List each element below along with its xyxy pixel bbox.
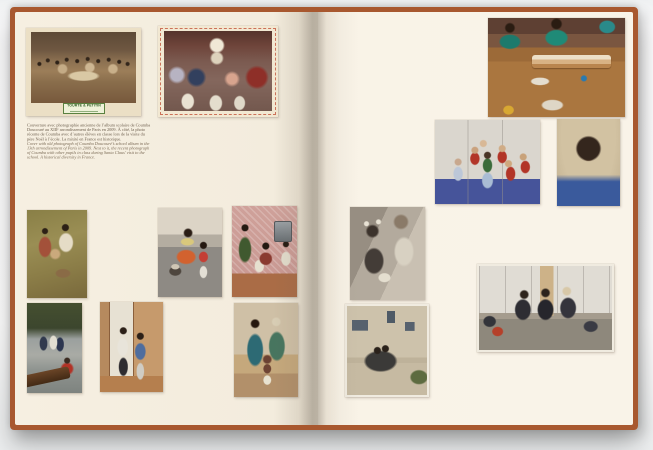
courtyard-group-image <box>347 306 427 395</box>
doorstep-trio-image <box>479 266 612 350</box>
cake-shape <box>532 55 611 69</box>
photo-doorstep-trio <box>477 264 614 352</box>
child-portrait-image <box>557 119 620 206</box>
grass-family-image <box>27 210 87 298</box>
photo-fort-cannon <box>27 303 82 393</box>
photo-santa-classroom <box>158 26 278 117</box>
caption-french: Couverture avec photographie ancienne de l’album scolaire de Coumba Doucouré au XIIIᵉ arrondissement de Paris en 2009. À côté, la photo récente de Coumba avec d’autres élèves en classe lors de la visite du père Noël à l’école. La mixité en France est historique. <box>27 122 151 142</box>
fort-cannon-image <box>27 303 82 393</box>
photo-book <box>10 7 638 430</box>
birthday-table-image <box>488 18 625 117</box>
photo-child-portrait <box>557 119 620 206</box>
photo-living-room-family <box>232 206 297 297</box>
hallway-couple-image <box>100 302 163 392</box>
nursery-group-image <box>435 120 540 204</box>
right-page <box>318 12 633 425</box>
photo-girl-with-kitten <box>350 207 425 300</box>
photo-nursery-group <box>435 120 540 204</box>
television-shape <box>274 221 293 241</box>
photo-african-print-dresses <box>234 303 298 397</box>
studio-label-text: TOURTE & PETITIN <box>66 104 101 108</box>
studio-label <box>63 103 105 114</box>
cannon-shape <box>27 366 71 387</box>
left-page <box>15 12 318 425</box>
photo-school-class-sepia <box>26 28 141 116</box>
african-print-dresses-image <box>234 303 298 397</box>
caption-english: Cover with old photograph of Coumba Doucouré’s school album in the 13th arrondissement of Paris in 2009. Next to it, the recent photograph of Coumba with other pupils in class during Santa Claus’ visit to the school. A historical diversity in France. <box>27 140 150 160</box>
living-room-family-image <box>232 206 297 297</box>
santa-classroom-image <box>164 31 272 111</box>
book-pages <box>15 12 633 425</box>
photo-cooking-interior <box>158 208 222 297</box>
cooking-interior-image <box>158 208 222 297</box>
school-class-image <box>31 32 136 103</box>
girl-with-kitten-image <box>350 207 425 300</box>
caption-block <box>27 123 153 175</box>
photo-birthday-table <box>488 18 625 117</box>
photo-hallway-couple <box>100 302 163 392</box>
photo-courtyard-group <box>345 304 429 397</box>
photo-grass-family <box>27 210 87 298</box>
